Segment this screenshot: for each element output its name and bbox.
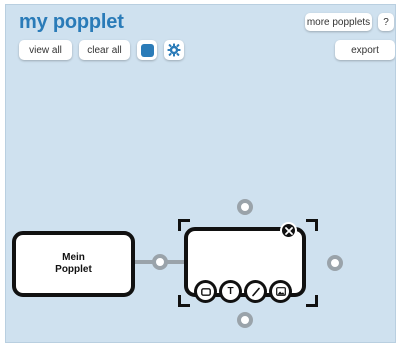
popplet-app xyxy=(5,4,396,343)
text-icon: T xyxy=(222,283,239,300)
view-all-button[interactable]: view all xyxy=(19,40,72,60)
more-popplets-button[interactable]: more popplets xyxy=(305,13,372,31)
pen-icon xyxy=(251,287,261,297)
connect-handle-left[interactable] xyxy=(152,254,168,270)
frame-tool-button[interactable] xyxy=(194,280,217,303)
add-popple-right-handle[interactable] xyxy=(327,255,343,271)
image-tool-button[interactable] xyxy=(269,280,292,303)
resize-corner-top-right-icon[interactable] xyxy=(306,219,318,231)
export-button[interactable]: export xyxy=(335,40,395,60)
help-button[interactable]: ? xyxy=(378,13,394,31)
add-popple-top-handle[interactable] xyxy=(237,199,253,215)
close-icon xyxy=(285,227,293,235)
popple-text: Mein Popplet xyxy=(55,252,92,275)
draw-tool-button[interactable] xyxy=(244,280,267,303)
popple-mein-popplet[interactable] xyxy=(12,231,135,297)
resize-corner-bottom-left-icon[interactable] xyxy=(178,295,190,307)
add-popple-bottom-handle[interactable] xyxy=(237,312,253,328)
popplet-canvas[interactable] xyxy=(6,5,396,343)
clear-all-button[interactable]: clear all xyxy=(79,40,130,60)
resize-corner-top-left-icon[interactable] xyxy=(178,219,190,231)
frame-icon xyxy=(201,288,211,296)
delete-popple-button[interactable] xyxy=(280,222,297,239)
resize-corner-bottom-right-icon[interactable] xyxy=(306,295,318,307)
popple-toolbar xyxy=(194,280,292,306)
text-tool-button[interactable] xyxy=(219,280,242,303)
image-icon xyxy=(276,287,286,296)
page-title: my popplet xyxy=(19,11,124,33)
